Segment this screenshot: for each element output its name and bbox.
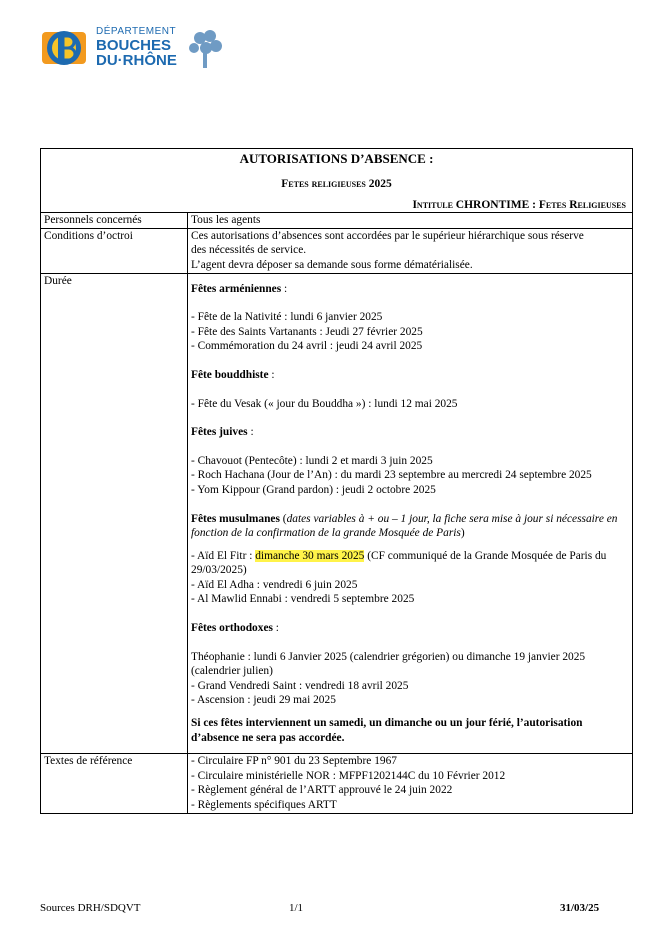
row-value-textes (188, 754, 633, 813)
document-subtitle: Fetes religieuses 2025 (281, 178, 392, 190)
section-bouddhiste: Fête bouddhiste : (191, 368, 275, 381)
row-value-duree (188, 273, 633, 754)
list-item: - Yom Kippour (Grand pardon) : jeudi 2 octobre 2025 (191, 483, 436, 496)
logo-wordmark (96, 26, 177, 68)
list-item: - Grand Vendredi Saint : vendredi 18 avril 2025 (191, 679, 409, 692)
row-label-duree: Durée (41, 273, 188, 754)
chrontime-label: Intitule CHRONTIME : Fetes Religieuses (412, 198, 626, 211)
conditions-line: Ces autorisations d’absences sont accordées par le supérieur hiérarchique sous réserve (191, 229, 584, 242)
section-armeniennes: Fêtes arméniennes : (191, 282, 288, 295)
section-juives: Fêtes juives : (191, 426, 254, 439)
table-header (41, 149, 633, 213)
table-row (41, 754, 633, 813)
list-item: Théophanie : lundi 6 Janvier 2025 (calendrier grégorien) ou dimanche 19 janvier 2025 (calendrier julien) (191, 650, 586, 678)
row-label-textes: Textes de référence (41, 754, 188, 813)
footer-date: 31/03/25 (560, 902, 600, 914)
list-item: - Al Mawlid Ennabi : vendredi 5 septembre 2025 (191, 593, 415, 606)
section-title: Fêtes arméniennes (191, 282, 282, 295)
list-item: - Chavouot (Pentecôte) : lundi 2 et mardi 3 juin 2025 (191, 454, 433, 467)
row-value-conditions (188, 228, 633, 273)
table-row (41, 228, 633, 273)
warning-note: Si ces fêtes interviennent un samedi, un dimanche ou un jour férié, l’autorisation d’absence ne sera pas accordée. (191, 717, 583, 744)
table-row (41, 273, 633, 754)
list-item: - Fête des Saints Vartanants : Jeudi 27 février 2025 (191, 325, 423, 338)
section-title: Fête bouddhiste (191, 368, 269, 381)
footer-source: Sources DRH/SDQVT (40, 902, 141, 914)
row-value-personnels: Tous les agents (188, 213, 633, 229)
row-label-personnels: Personnels concernés (41, 213, 188, 229)
table-row (41, 213, 633, 229)
conditions-line: des nécessités de service. (191, 244, 307, 257)
logo-line-2: BOUCHES (96, 37, 172, 54)
list-item: - Commémoration du 24 avril : jeudi 24 avril 2025 (191, 340, 423, 353)
list-item: - Fête de la Nativité : lundi 6 janvier 2025 (191, 311, 383, 324)
logo-line-1: DÉPARTEMENT (96, 26, 177, 37)
section-title: Fêtes musulmanes (191, 512, 280, 525)
list-item: - Roch Hachana (Jour de l’An) : du mardi 23 septembre au mercredi 24 septembre 2025 (191, 469, 592, 482)
absence-table (40, 148, 633, 814)
document-title: AUTORISATIONS D’ABSENCE : (239, 151, 434, 166)
row-label-conditions: Conditions d’octroi (41, 228, 188, 273)
footer-page-number: 1/1 (289, 902, 304, 914)
section-musulmanes: Fêtes musulmanes (dates variables à + ou – 1 jour, la fiche sera mise à jour si nécessaire en fonction de la confirmation de la grande Mosquée de Paris) (191, 512, 618, 540)
section-note: dates variables à + ou – 1 jour, la fiche sera mise à jour si nécessaire en fonction de la confirmation de la grande Mosquée de Paris (191, 512, 618, 540)
list-item: - Aïd El Adha : vendredi 6 juin 2025 (191, 578, 358, 591)
section-title: Fêtes juives (191, 426, 248, 439)
list-item: - Règlement général de l’ARTT approuvé le 24 juin 2022 (191, 784, 453, 797)
list-item: - Aïd El Fitr : dimanche 30 mars 2025 (CF communiqué de la Grande Mosquée de Paris du 29/03/2025) (191, 549, 607, 577)
logo-line-3: DU·RHÔNE (96, 52, 177, 69)
list-item: - Circulaire ministérielle NOR : MFPF1202144C du 10 Février 2012 (191, 769, 506, 782)
department-logo (40, 24, 225, 72)
section-title: Fêtes orthodoxes (191, 622, 273, 635)
list-item: - Ascension : jeudi 29 mai 2025 (191, 694, 336, 707)
list-item: - Circulaire FP n° 901 du 23 Septembre 1967 (191, 755, 397, 768)
highlighted-date: dimanche 30 mars 2025 (255, 549, 365, 562)
conditions-line: L’agent devra déposer sa demande sous forme dématérialisée. (191, 258, 473, 271)
list-item: - Règlements spécifiques ARTT (191, 799, 337, 811)
section-orthodoxes: Fêtes orthodoxes : (191, 622, 279, 635)
list-item: - Fête du Vesak (« jour du Bouddha ») : lundi 12 mai 2025 (191, 397, 458, 410)
